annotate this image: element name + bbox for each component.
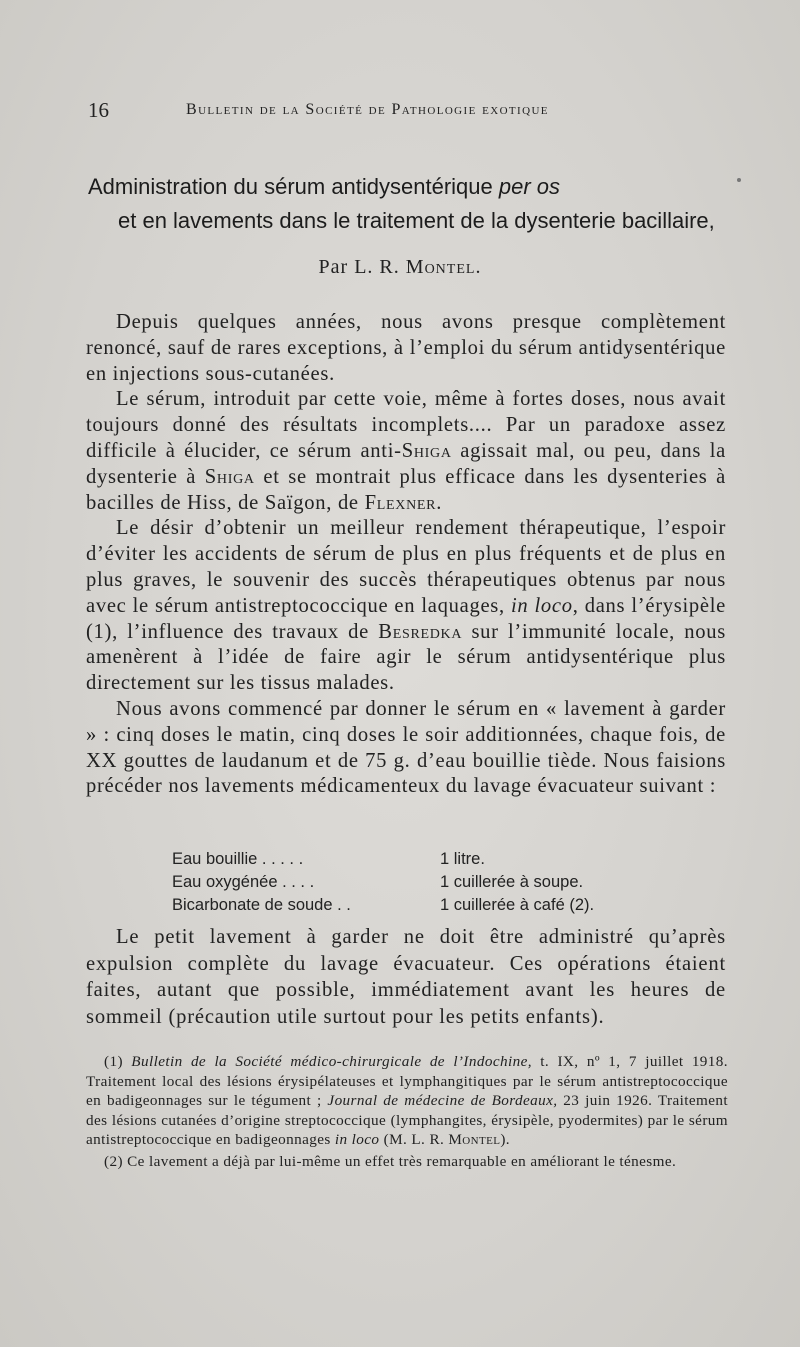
lavage-formula bbox=[172, 848, 594, 917]
print-speck bbox=[737, 178, 741, 182]
formula-amount: 1 cuillerée à café (2). bbox=[440, 896, 595, 914]
paragraph-3-text-c: sur l’immunité locale, nous amenèrent à l’idée de faire agir le sérum antidysentérique plus directement sur les tissus malades. bbox=[86, 620, 726, 695]
byline-initials: L. R. bbox=[354, 256, 400, 278]
footnote-1-journal-2: Journal de médecine de Bordeaux, bbox=[327, 1092, 558, 1109]
paragraph-5: Le petit lavement à garder ne doit être administré qu’après expulsion complète du lavage évacuateur. Ces opérations étaient faites, autant que possible, immédiatement avant les heures de sommeil (précaution utile surtout pour les petits enfants). bbox=[86, 926, 726, 1028]
article-body-continued bbox=[86, 924, 726, 1030]
in-loco-italic: in loco bbox=[510, 594, 573, 617]
footnotes bbox=[86, 1052, 728, 1171]
page-number: 16 bbox=[88, 98, 109, 122]
title-main-text: Administration du sérum antidysentérique bbox=[88, 174, 493, 199]
running-title: Bulletin de la Société de Pathologie exotique bbox=[186, 101, 549, 118]
footnote-2: (2) Ce lavement a déjà par lui-même un effet très remarquable en améliorant le ténesme. bbox=[104, 1152, 677, 1170]
footnote-1-montel: Montel bbox=[448, 1131, 501, 1148]
formula-ingredient: Eau oxygénée . . . . bbox=[172, 873, 315, 891]
footnote-1-number: (1) bbox=[104, 1053, 123, 1070]
byline-author-name: Montel. bbox=[405, 256, 482, 278]
flexner-name: Flexner. bbox=[364, 491, 443, 514]
formula-amount: 1 litre. bbox=[440, 850, 485, 868]
footnote-1-text-c: (M. L. R. bbox=[379, 1131, 449, 1148]
formula-row bbox=[172, 894, 594, 917]
byline-prefix: Par bbox=[318, 256, 349, 278]
footnote-1-text-a: t. IX, nº 1, 7 juillet 1918. Traitement local des lésions érysipélateuses et lymphangitiques par le sérum antistreptococcique en badigeonnages sur le tégument ; bbox=[86, 1053, 728, 1109]
footnote-1-journal: Bulletin de la Société médico-chirurgicale de l’Indochine, bbox=[131, 1053, 532, 1070]
footnote-1-text-d: ). bbox=[500, 1131, 510, 1148]
article-title bbox=[88, 170, 748, 238]
footnote-1-in-loco: in loco bbox=[334, 1131, 380, 1148]
paragraph-4: Nous avons commencé par donner le sérum en « lavement à garder » : cinq doses le matin, cinq doses le soir additionnées, chaque fois, de XX gouttes de laudanum et de 75 g. d’eau bouillie tiède. Nous faisions précéder nos lavements médicamenteux du lavage évacuateur suivant : bbox=[86, 697, 726, 798]
paragraph-3-text-b: , dans l’érysipèle (1), l’influence des travaux de bbox=[86, 594, 726, 643]
author-byline bbox=[0, 256, 800, 279]
footnote-1 bbox=[86, 1052, 728, 1150]
article-body bbox=[86, 310, 726, 800]
footnote-1-text-b: 23 juin 1926. Traitement des lésions cutanées d’origine streptococcique (lymphangites, érysipèle, pyodermites) par le sérum antistreptococcique en badigeonnages bbox=[86, 1092, 728, 1148]
paragraph-3-text-a: Le désir d’obtenir un meilleur rendement thérapeutique, l’espoir d’éviter les accidents de sérum de plus en plus fréquents et de plus en plus graves, le souvenir des succès thérapeutiques obtenus par nous avec le sérum antistreptococcique en laquages, bbox=[86, 517, 726, 617]
paragraph-2-text-b: agissait mal, ou peu, dans la dysenterie à bbox=[86, 439, 726, 488]
formula-amount: 1 cuillerée à soupe. bbox=[440, 873, 584, 891]
formula-ingredient: Bicarbonate de soude . . bbox=[172, 896, 351, 914]
shiga-name-1: Shiga bbox=[401, 439, 452, 462]
formula-row bbox=[172, 871, 594, 894]
title-line-2: et en lavements dans le traitement de la dysenterie bacillaire, bbox=[118, 208, 715, 233]
paragraph-2-text-c: et se montrait plus efficace dans les dysenteries à bacilles de Hiss, de Saïgon, de bbox=[86, 465, 726, 514]
title-italic-text: per os bbox=[498, 174, 561, 199]
besredka-name: Besredka bbox=[378, 620, 463, 643]
formula-ingredient: Eau bouillie . . . . . bbox=[172, 850, 304, 868]
paragraph-3 bbox=[86, 516, 726, 697]
paragraph-2-text-a: Le sérum, introduit par cette voie, même à fortes doses, nous avait toujours donné des résultats incomplets.... Par un paradoxe assez difficile à élucider, ce sérum anti- bbox=[86, 388, 726, 462]
shiga-name-2: Shiga bbox=[204, 465, 255, 488]
page-header bbox=[88, 98, 728, 124]
title-line-1 bbox=[88, 170, 748, 204]
paragraph-1: Depuis quelques années, nous avons presque complètement renoncé, sauf de rares exceptions, à l’emploi du sérum antidysentérique en injections sous-cutanées. bbox=[86, 311, 726, 385]
paragraph-2 bbox=[86, 387, 726, 516]
formula-row bbox=[172, 848, 594, 871]
